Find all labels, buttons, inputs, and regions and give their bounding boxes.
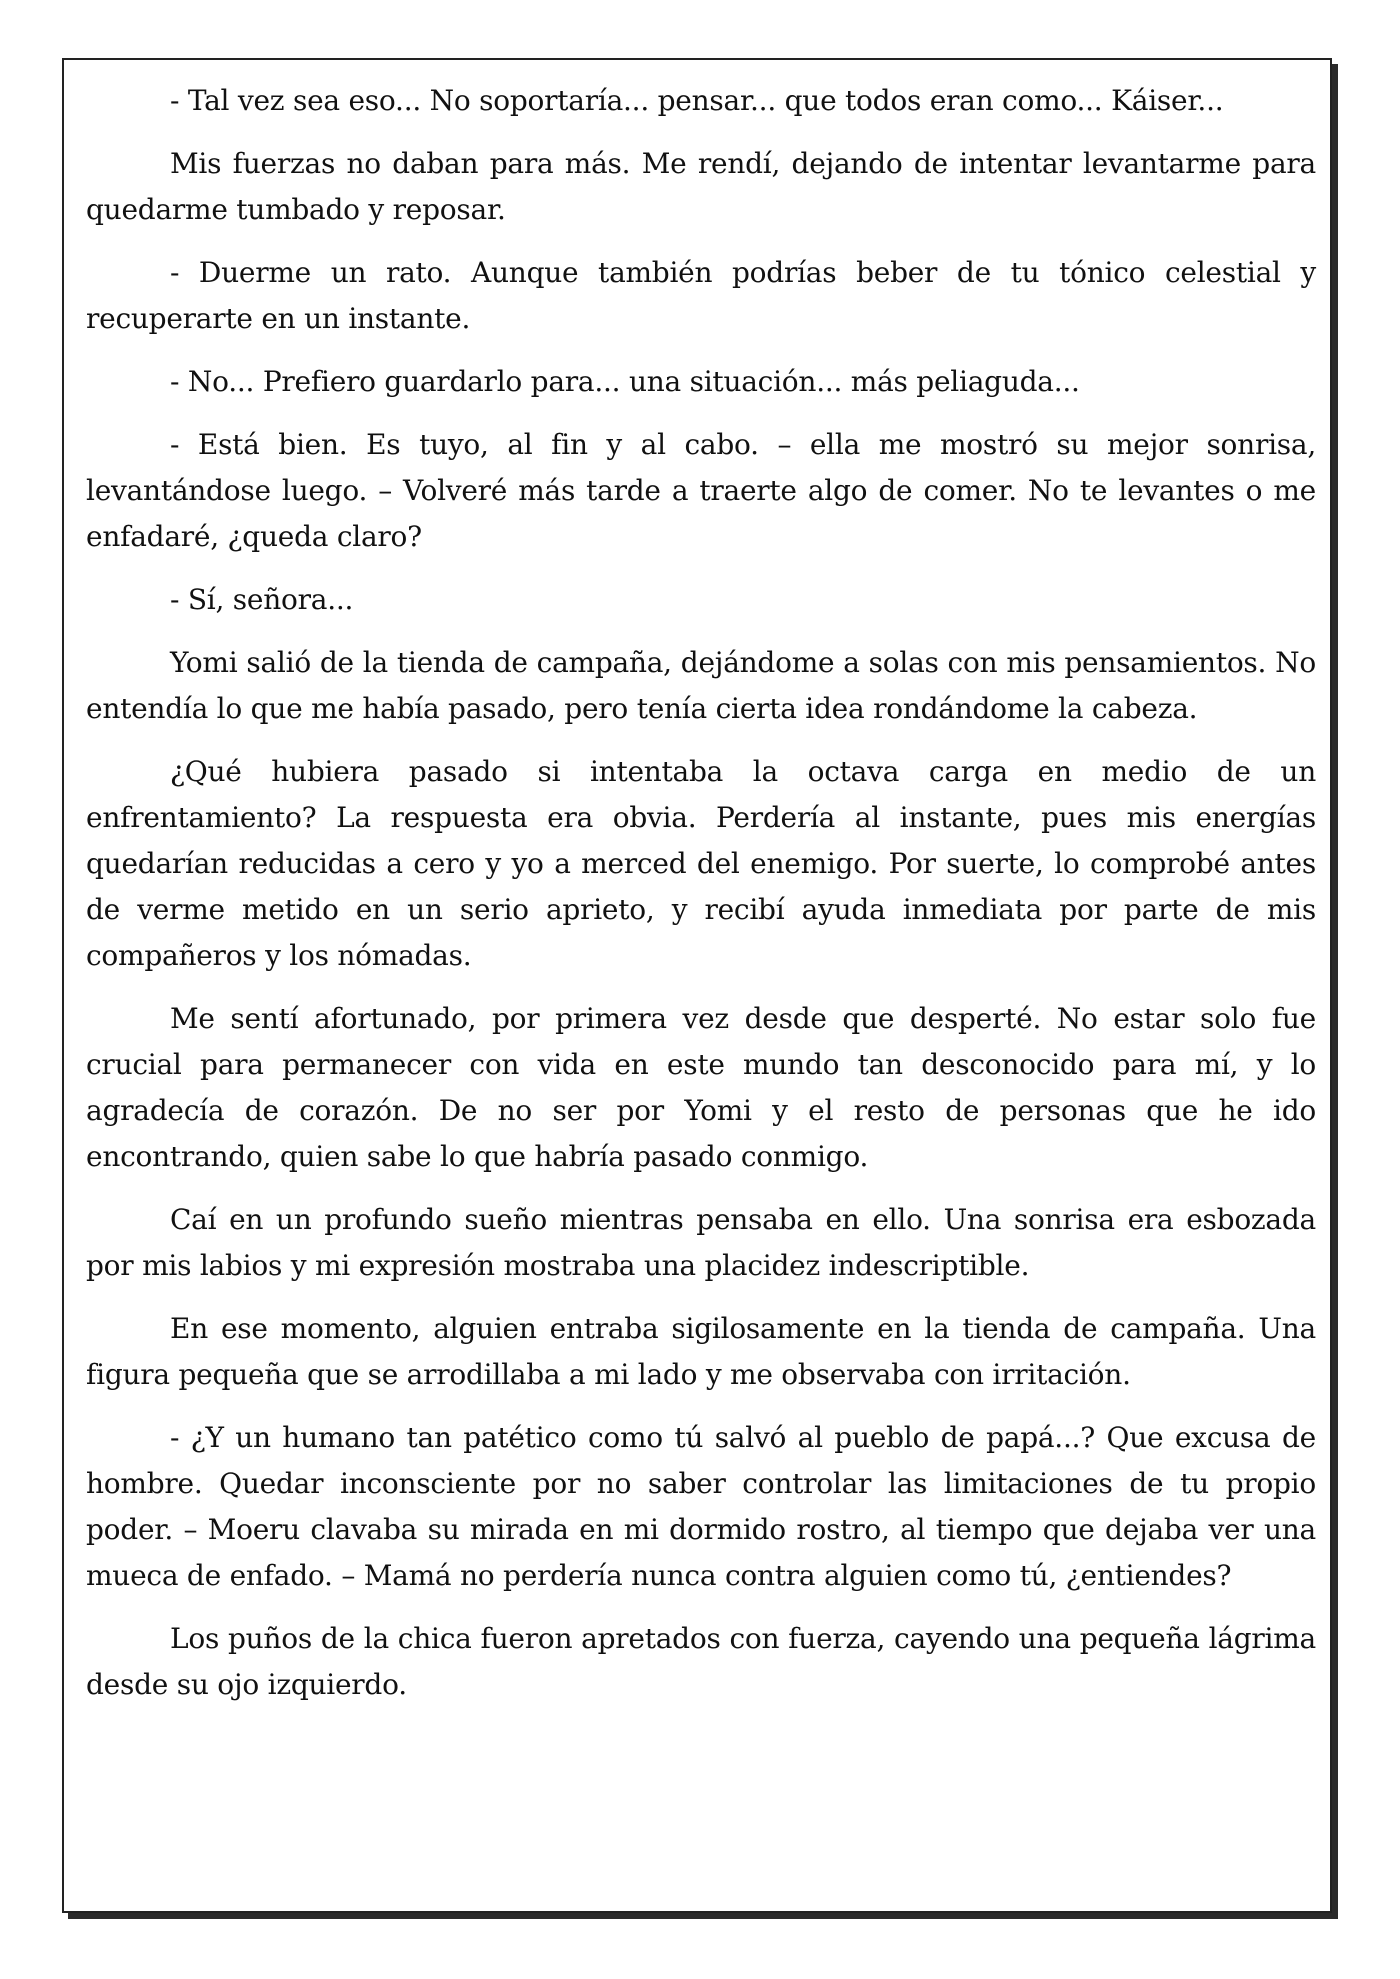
- page-frame: [62, 58, 1332, 1913]
- document-body: [86, 78, 1316, 1708]
- paragraph: - Está bien. Es tuyo, al fin y al cabo. – ella me mostró su mejor sonrisa, levantándose luego. – Volveré más tarde a traerte algo de comer. No te levantes o me enfadaré, ¿queda claro?: [86, 428, 1316, 553]
- paragraph: - Duerme un rato. Aunque también podrías beber de tu tónico celestial y recuperarte en un instante.: [86, 256, 1316, 335]
- paragraph: ¿Qué hubiera pasado si intentaba la octava carga en medio de un enfrentamiento? La respuesta era obvia. Perdería al instante, pues mis energías quedarían reducidas a cero y yo a merced del enemigo. Por suerte, lo comprobé antes de verme metido en un serio aprieto, y recibí ayuda inmediata por parte de mis compañeros y los nómadas.: [86, 755, 1316, 972]
- paragraph: Mis fuerzas no daban para más. Me rendí, dejando de intentar levantarme para quedarme tumbado y reposar.: [86, 147, 1316, 226]
- paragraph: Los puños de la chica fueron apretados con fuerza, cayendo una pequeña lágrima desde su ojo izquierdo.: [86, 1622, 1316, 1701]
- paragraph: Me sentí afortunado, por primera vez desde que desperté. No estar solo fue crucial para permanecer con vida en este mundo tan desconocido para mí, y lo agradecía de corazón. De no ser por Yomi y el resto de personas que he ido encontrando, quien sabe lo que habría pasado conmigo.: [86, 1002, 1316, 1173]
- paragraph: - No... Prefiero guardarlo para... una situación... más peliaguda...: [170, 365, 1080, 398]
- paragraph: Caí en un profundo sueño mientras pensaba en ello. Una sonrisa era esbozada por mis labios y mi expresión mostraba una placidez indescriptible.: [86, 1203, 1316, 1282]
- paragraph: - ¿Y un humano tan patético como tú salvó al pueblo de papá...? Que excusa de hombre. Quedar inconsciente por no saber controlar las limitaciones de tu propio poder. – Moeru clavaba su mirada en mi dormido rostro, al tiempo que dejaba ver una mueca de enfado. – Mamá no perdería nunca contra alguien como tú, ¿entiendes?: [86, 1421, 1316, 1592]
- paragraph: Yomi salió de la tienda de campaña, dejándome a solas con mis pensamientos. No entendía lo que me había pasado, pero tenía cierta idea rondándome la cabeza.: [86, 646, 1316, 725]
- paragraph: - Tal vez sea eso... No soportaría... pensar... que todos eran como... Káiser...: [170, 84, 1224, 117]
- paragraph: - Sí, señora...: [170, 583, 354, 616]
- paragraph: En ese momento, alguien entraba sigilosamente en la tienda de campaña. Una figura pequeña que se arrodillaba a mi lado y me observaba con irritación.: [86, 1312, 1316, 1391]
